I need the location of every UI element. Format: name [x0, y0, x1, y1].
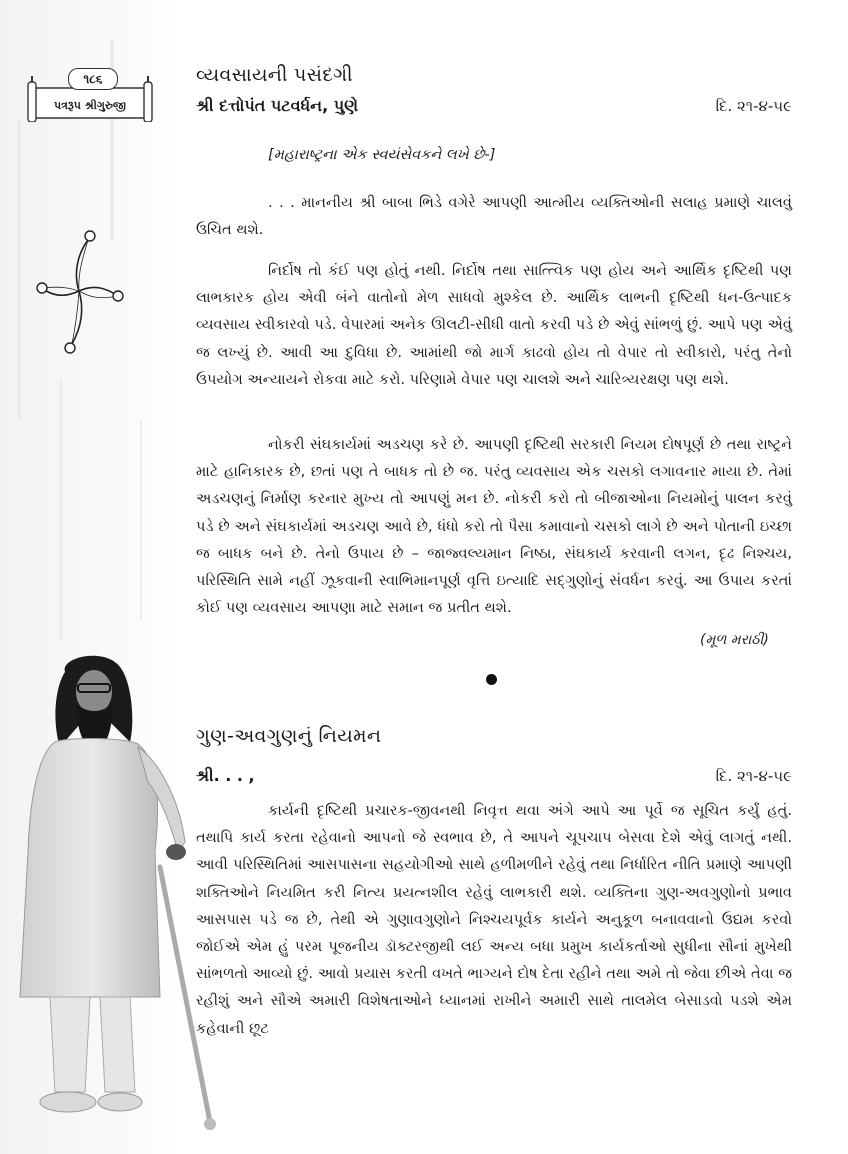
texture-streak	[140, 420, 142, 620]
book-label: પત્રરૂપ શ્રીગુરુજી	[54, 99, 126, 112]
letter1-author: શ્રી દત્તોપંત પટવર્ધન, પુણે	[196, 96, 359, 115]
letter1-signoff: (મૂળ મરાઠી)	[700, 632, 769, 648]
section-divider-bullet	[486, 674, 497, 685]
guruji-portrait-illustration	[10, 652, 220, 1132]
texture-streak	[60, 380, 62, 640]
letter1-paragraph: નોકરી સંઘકાર્યમાં અડચણ કરે છે. આપણી દૃષ્ટિથી સરકારી નિયમ દોષપૂર્ણ છે તથા રાષ્ટ્રને માટે હાનિકારક છે, છતાં પણ તે બાધક તો છે જ. પરંતુ વ્યવસાય એક ચસકો લગાવનાર માયા છે. તેમાં અડચણનું નિર્માણ કરનાર મુખ્ય તો આપણું મન છે. નોકરી કરો તો બીજાઓના નિયમોનું પાલન કરવું પડે છે અને સંઘકાર્યમાં અડચણ આવે છે, ધંધો કરો તો પૈસા કમાવાનો ચસકો લાગે છે અને પોતાની ઇચ્છા જ બાધક બને છે. તેનો ઉપાય છે – જાજ્વલ્યમાન નિષ્ઠા, સંઘકાર્ય કરવાની લગન, દૃઢ નિશ્ચય, પરિસ્થિતિ સામે નહીં ઝૂકવાની સ્વાભિમાનપૂર્ણ વૃત્તિ ઇત્યાદિ સદ્‌ગુણોનું સંવર્ધન કરવું. આ ઉપાય કરતાં કોઈ પણ વ્યવસાય આપણા માટે સમાન જ પ્રતીત થશે.	[196, 436, 792, 617]
letter1-date: દિ. ૨૧-૪-૫૯	[715, 97, 792, 115]
letter2-title: ગુણ-અવગુણનું નિયમન	[196, 725, 382, 747]
letter2-author: શ્રી. . . ,	[196, 766, 255, 785]
page-number-badge	[24, 64, 156, 122]
swastika-icon	[34, 226, 124, 356]
letter1-paragraph: . . . માનનીય શ્રી બાબા ભિડે વગેરે આપણી આત્મીય વ્યક્તિઓની સલાહ પ્રમાણે ચાલવું ઉચિત થશે.	[196, 194, 792, 239]
letter2-paragraph: કાર્યની દૃષ્ટિથી પ્રચારક-જીવનથી નિવૃત્ત થવા અંગે આપે આ પૂર્વે જ સૂચિત કર્યું હતું. તથાપિ કાર્ય કરતા રહેવાનો આપનો જે સ્વભાવ છે, તે આપને ચૂપચાપ બેસવા દેશે એવું લાગતું નથી. આવી પરિસ્થિતિમાં આસપાસના સહયોગીઓ સાથે હળીમળીને રહેવું તથા નિર્ધારિત નીતિ પ્રમાણે આપણી શક્તિઓને નિયમિત કરી નિત્ય પ્રયત્નશીલ રહેવું લાભકારી થશે. વ્યક્તિના ગુણ-અવગુણોનો પ્રભાવ આસપાસ પડે જ છે, તેથી એ ગુણાવગુણોને નિશ્ચયપૂર્વક કાર્યને અનુકૂળ બનાવવાનો ઉદ્યમ કરવો જોઈએ એમ હું પરમ પૂજનીય ડૉક્ટરજીથી લઈ અન્ય બધા પ્રમુખ કાર્યકર્તાઓ સુધીના સૌનાં મુખેથી સાંભળતો આવ્યો છું. આવો પ્રયાસ કરતી વખતે ભાગ્યને દોષ દેતા રહીને તથા અમે તો જેવા છીએ તેવા જ રહીશું અને સૌએ અમારી વિશેષતાઓને ધ્યાનમાં રાખીને અમારી સાથે તાલમેલ બેસાડવો પડશે એમ કહેવાની છૂટ	[196, 802, 792, 1037]
texture-streak	[18, 120, 21, 420]
letter1-paragraph: નિર્દોષ તો કંઈ પણ હોતું નથી. નિર્દોષ તથા સાત્ત્વિક પણ હોય અને આર્થિક દૃષ્ટિથી પણ લાભકારક હોય એવી બંને વાતોનો મેળ સાધવો મુશ્કેલ છે. આર્થિક લાભની દૃષ્ટિથી ધન-ઉત્પાદક વ્યવસાય સ્વીકારવો પડે. વેપારમાં અનેક ઊલટી-સીધી વાતો કરવી પડે છે એવું સાંભળું છું. આપે પણ એવું જ લખ્યું છે. આવી આ દુવિધા છે. આમાંથી જો માર્ગ કાઢવો હોય તો વેપાર તો સ્વીકારો, પરંતુ તેનો ઉપયોગ અન્યાયને રોકવા માટે કરો. પરિણામે વેપાર પણ ચાલશે અને ચારિત્ર્યરક્ષણ પણ થશે.	[196, 262, 792, 388]
letter1-note: [મહારાષ્ટ્રના એક સ્વયંસેવકને લખે છે-]	[268, 147, 496, 163]
letter2-date: દિ. ૨૧-૪-૫૯	[715, 767, 792, 785]
letter1-title: વ્યવસાયની પસંદગી	[196, 64, 353, 86]
page-number: ૧૮૬	[68, 68, 118, 90]
